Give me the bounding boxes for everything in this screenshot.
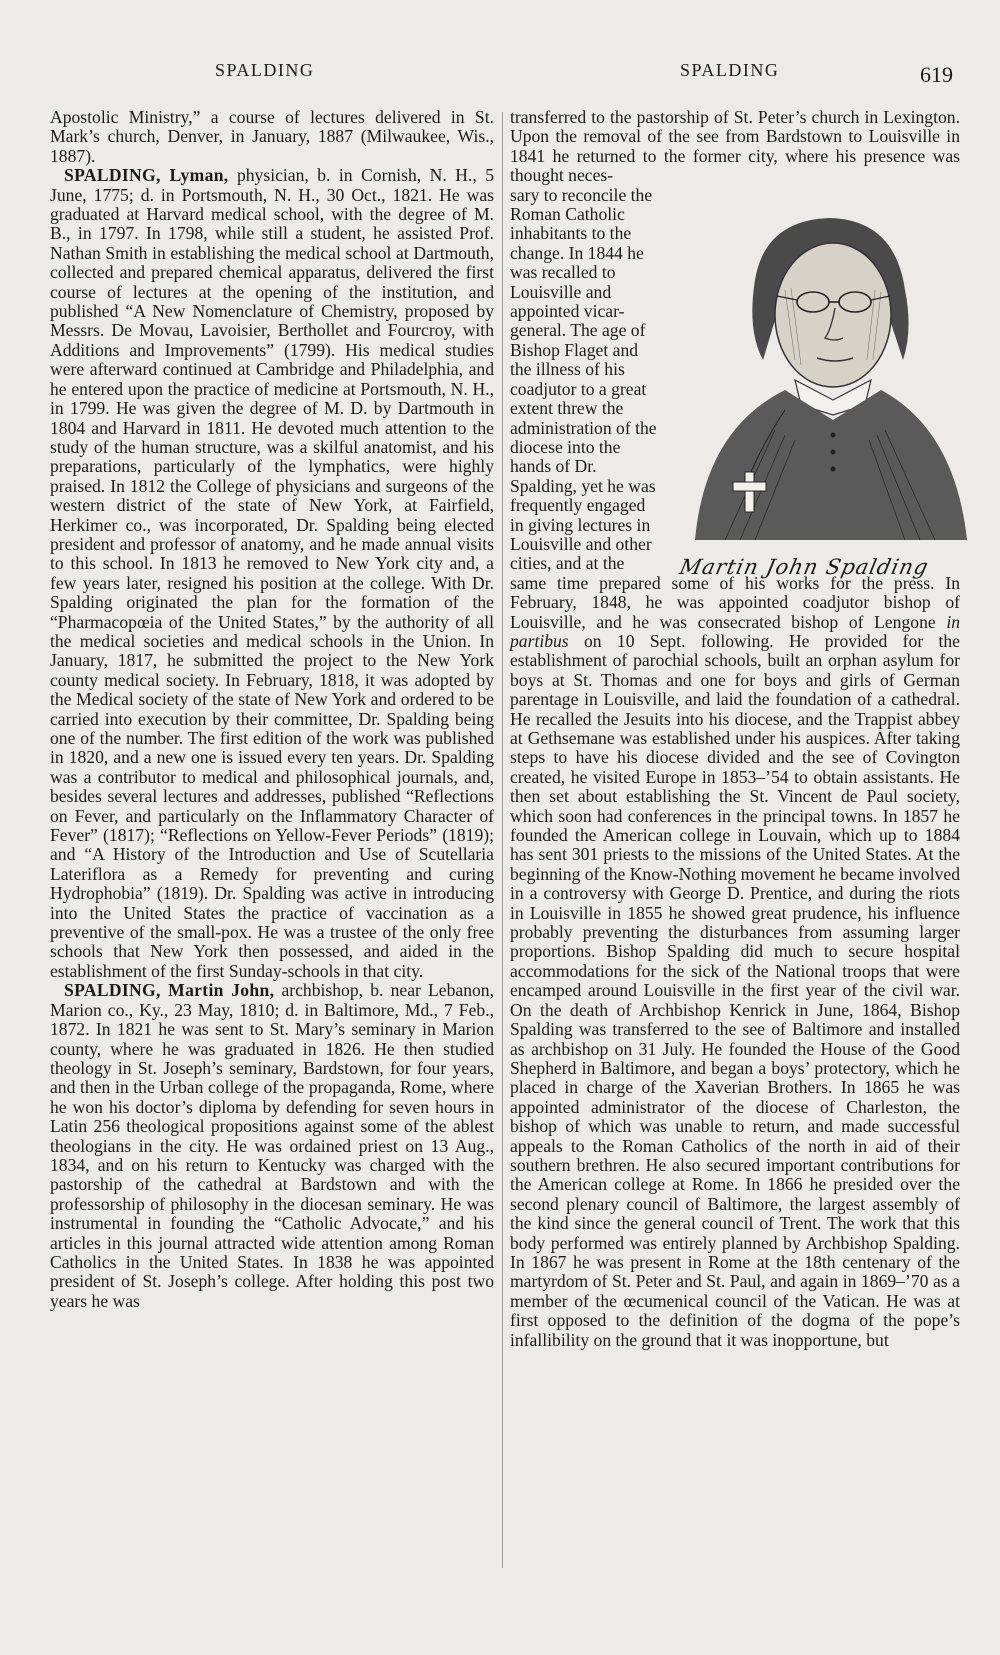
entry-martin-john-spalding [50,981,494,1311]
text-run: on 10 Sept. following. He provided for the establishment of parochial schools, built an orphan asylum for boys at St. Thomas and one for boys and girls of German parentage in Louisville, and laid the foundation of a cathedral. He recalled the Jesuits into his diocese, and the Trappist abbey at Gethsemane was established under his auspices. After taking steps to have his diocese divided and the see of Covington created, he visited Europe in 1853–’54 to obtain assistants. He then set about establishing the St. Vincent de Paul society, which soon had conferences in the principal towns. In 1857 he founded the American college in Louvain, which up to 1884 has sent 301 priests to the missions of the United States. At the beginning of the Know-Nothing movement he became involved in a controversy with George D. Prentice, and during the riots in Louisville in 1855 he showed great prudence, his influence probably preventing the disturbances from assuming larger proportions. Bishop Spalding did much to secure hospital accommodations for the sick of the National troops that were encamped around Louisville in the first year of the civil war. On the death of Archbishop Kenrick in June, 1864, Bishop Spalding was transferred to the see of Baltimore and installed as archbishop on 31 July. He founded the House of the Good Shepherd in Baltimore, and began a boys’ protectory, which he placed in charge of the Xaverian Brothers. In 1865 he was appointed administrator of the diocese of Charleston, the bishop of which was unable to return, and made successful appeals to the Roman Catholics of the north in aid of their southern brethren. He also secured important contributions for the American college at Rome. In 1866 he presided over the second plenary council of Baltimore, the largest assembly of the kind since the general council of Trent. The work that this body performed was entirely planned by Archbishop Spalding. In 1867 he was present in Rome at the 18th centenary of the martyrdom of St. Peter and St. Paul, and again in 1869–’70 as a member of the œcumenical council of the Vatican. He was at first opposed to the definition of the dogma of the pope’s infallibility on the ground that it was inopportune, but [510,630,960,1350]
paragraph-continued [510,574,960,1350]
paragraph-continuation: Apostolic Ministry,” a course of lectures delivered in St. Mark’s church, Denver, in January, 1887 (Milwaukee, Wis., 1887). [50,107,494,166]
paragraph-wrapped-beside-portrait: sary to reconcile the Roman Catholic inhabitants to the change. In 1844 he was recalled to Louisville and appointed vicar-general. The age of Bishop Flaget and the illness of his coadjutor to a great extent threw the administration of the diocese into the hands of Dr. Spalding, yet he was frequently engaged in giving lectures in Louisville and other cities, and at the [510,184,657,574]
entry-heading: SPALDING, Martin John, [64,980,275,1001]
italic-phrase: in partibus [510,611,960,651]
portrait-engraving [685,210,970,550]
signature: Martin John Spalding [677,555,931,579]
running-head-left: SPALDING [215,60,315,80]
left-column [50,108,494,1311]
text-run: same time prepared some of his works for the press. In February, 1848, he was appointed coadjutor bishop of Louisville, and he was consecrated bishop of Lengone [510,572,960,632]
running-head-right: SPALDING [680,60,780,80]
entry-heading: SPALDING, Lyman, [64,165,229,186]
column-divider [502,112,503,1568]
portrait-image [685,210,970,550]
page-number: 619 [920,62,953,87]
entry-body: physician, b. in Cornish, N. H., 5 June, 1775; d. in Portsmouth, N. H., 30 Oct., 1821. He was graduated at Harvard medical school, with the degree of M. B., in 1797. In 1798, while still a student, he assisted Prof. Nathan Smith in establishing the medical school at Dartmouth, collected and prepared chemical apparatus, delivered the first course of lectures at the opening of the institution, and published “A New Nomenclature of Chemistry, proposed by Messrs. De Movau, Lavoisier, Berthollet and Fourcroy, with Additions and Improvements” (1799). His medical studies were afterward continued at Cambridge and Philadelphia, and he entered upon the practice of medicine at Portsmouth, N. H., in 1799. He was given the degree of M. D. by Dartmouth in 1804 and Harvard in 1811. He devoted much attention to the study of the human structure, was a skilful anatomist, and his preparations, particularly of the lymphatics, were highly praised. In 1812 the College of physicians and surgeons of the western district of the state of New York, at Fairfield, Herkimer co., was incorporated, Dr. Spalding being elected president and professor of anatomy, and he made annual visits to this school. In 1813 he removed to New York city and, a few years later, resigned his position at the college. With Dr. Spalding originated the plan for the formation of the “Pharmacopœia of the United States,” by the authority of all the medical societies and medical schools in the Union. In January, 1817, he submitted the project to the New York county medical society. In February, 1818, it was adopted by the Medical society of the state of New York and ordered to be carried into execution by their committee, Dr. Spalding being one of the number. The first edition of the work was published in 1820, and a new one is issued every ten years. Dr. Spalding was a contributor to medical and philosophical journals, and, besides several lectures and addresses, published “Reflections on Fever, and particularly on the Inflammatory Character of Fever” (1817); “Reflections on Yellow-Fever Periods” (1819); and “A History of the Introduction and Use of Scutellaria Lateriflora as a Remedy for preventing and curing Hydrophobia” (1819). Dr. Spalding was active in introducing into the United States the practice of vaccination as a preventive of the small-pox. He was a trustee of the only free schools that New York then possessed, and aided in the establishment of the first Sunday-schools in that city. [50,165,494,981]
paragraph-top: transferred to the pastorship of St. Peter’s church in Lexington. Upon the removal of the see from Bardstown to Louisville in 1841 he returned to the former city, where his presence was thought neces- [510,107,960,186]
entry-lyman-spalding [50,166,494,981]
entry-body: archbishop, b. near Lebanon, Marion co., Ky., 23 May, 1810; d. in Baltimore, Md., 7 Feb., 1872. In 1821 he was sent to St. Mary’s seminary in Marion county, where he was graduated in 1826. He then studied theology in St. Joseph’s seminary, Bardstown, for four years, and then in the Urban college of the propaganda, Rome, where he won his doctor’s diploma by defending for seven hours in Latin 256 theological propositions against some of the ablest theologians in the city. He was ordained priest on 13 Aug., 1834, and on his return to Kentucky was charged with the pastorship of the cathedral at Bardstown and with the professorship of philosophy in the diocesan seminary. He was instrumental in founding the “Catholic Advocate,” and his articles in this journal attracted wide attention among Roman Catholics in the United States. In 1838 he was appointed president of St. Joseph’s college. After holding this post two years he was [50,980,495,1311]
